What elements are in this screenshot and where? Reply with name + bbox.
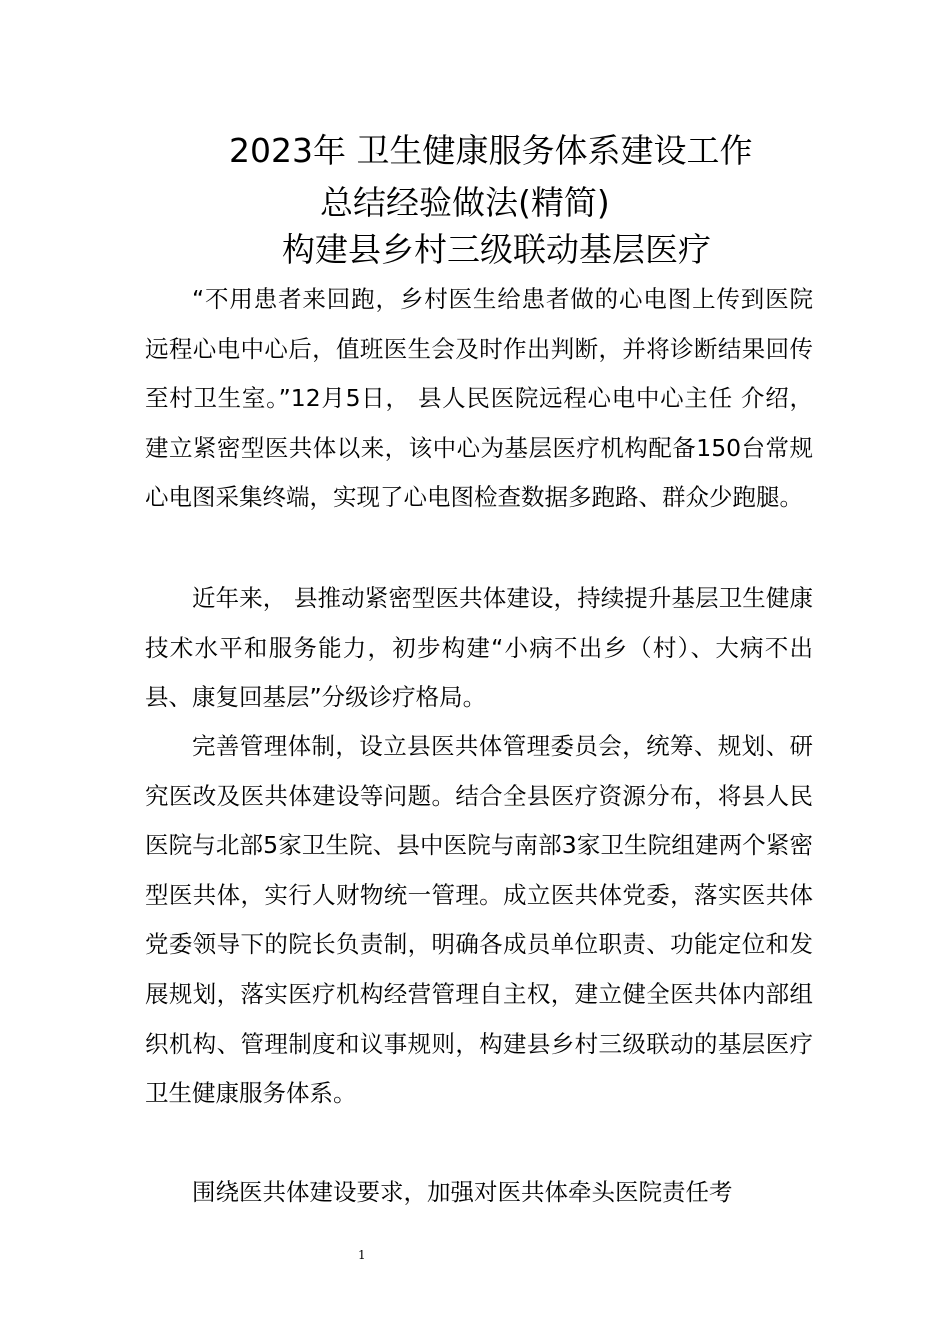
body-paragraph-2: 近年来， 县推动紧密型医共体建设，持续提升基层卫生健康技术水平和服务能力，初步构建“小病不出乡（村）、大病不出县、康复回基层”分级诊疗格局。 <box>145 584 813 712</box>
page-number: 1 <box>358 1248 366 1262</box>
document-title-line-3: 构建县乡村三级联动基层医疗 <box>282 230 711 269</box>
document-title-line-2: 总结经验做法(精简) <box>320 183 610 222</box>
document-title-line-1: 2023年 卫生健康服务体系建设工作 <box>229 131 753 170</box>
body-paragraph-3: 完善管理体制，设立县医共体管理委员会，统筹、规划、研究医改及医共体建设等问题。结合全县医疗资源分布，将县人民医院与北部5家卫生院、县中医院与南部3家卫生院组建两个紧密型医共体，实行人财物统一管理。成立医共体党委，落实医共体党委领导下的院长负责制，明确各成员单位职责、功能定位和发展规划，落实医疗机构经营管理自主权，建立健全医共体内部组织机构、管理制度和议事规则，构建县乡村三级联动的基层医疗卫生健康服务体系。 <box>145 732 813 1108</box>
body-paragraph-4: 围绕医共体建设要求，加强对医共体牵头医院责任考 <box>192 1178 733 1206</box>
body-paragraph-1: “不用患者来回跑，乡村医生给患者做的心电图上传到医院远程心电中心后，值班医生会及时作出判断，并将诊断结果回传至村卫生室。”12月5日， 县人民医院远程心电中心主任 介绍，建立紧密型医共体以来，该中心为基层医疗机构配备150台常规心电图采集终端，实现了心电图检查数据多跑路、群众少跑腿。 <box>145 285 813 512</box>
